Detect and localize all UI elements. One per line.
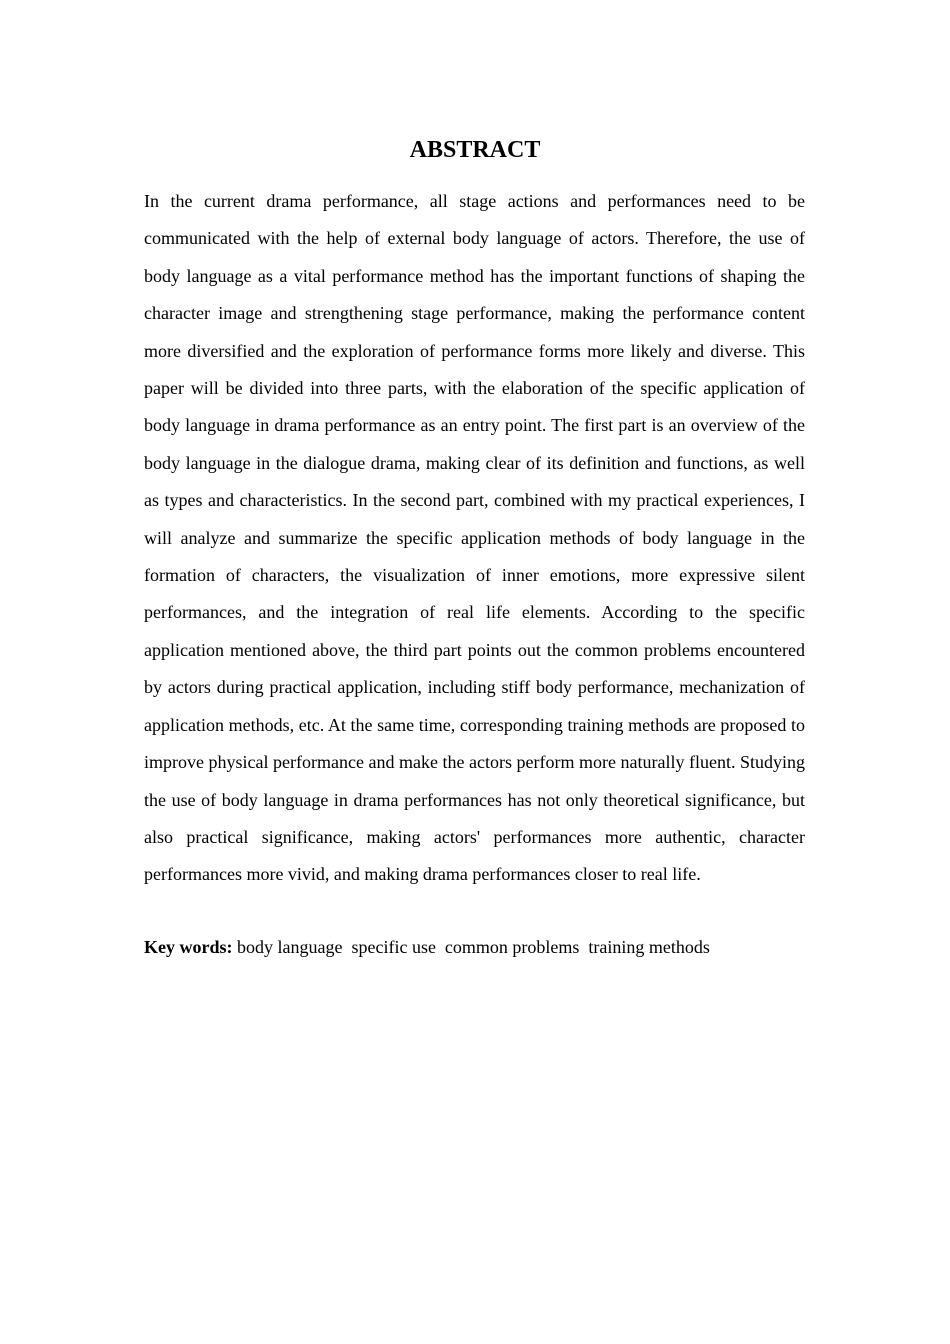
- keywords-list: body language specific use common problems training methods: [232, 937, 710, 957]
- keywords-label: Key words:: [144, 937, 233, 957]
- abstract-title: ABSTRACT: [409, 137, 541, 163]
- keywords-line: [144, 932, 805, 962]
- abstract-body: In the current drama performance, all stage actions and performances need to be communicated with the help of external body language of actors. Therefore, the use of body language as a vital performance method has the important functions of shaping the character image and strengthening stage performance, making the performance content more diversified and the exploration of performance forms more likely and diverse. This paper will be divided into three parts, with the elaboration of the specific application of body language in drama performance as an entry point. The first part is an overview of the body language in the dialogue drama, making clear of its definition and functions, as well as types and characteristics. In the second part, combined with my practical experiences, I will analyze and summarize the specific application methods of body language in the formation of characters, the visualization of inner emotions, more expressive silent performances, and the integration of real life elements. According to the specific application mentioned above, the third part points out the common problems encountered by actors during practical application, including stiff body performance, mechanization of application methods, etc. At the same time, corresponding training methods are proposed to improve physical performance and make the actors perform more naturally fluent. Studying the use of body language in drama performances has not only theoretical significance, but also practical significance, making actors' performances more authentic, character performances more vivid, and making drama performances closer to real life.: [144, 191, 805, 885]
